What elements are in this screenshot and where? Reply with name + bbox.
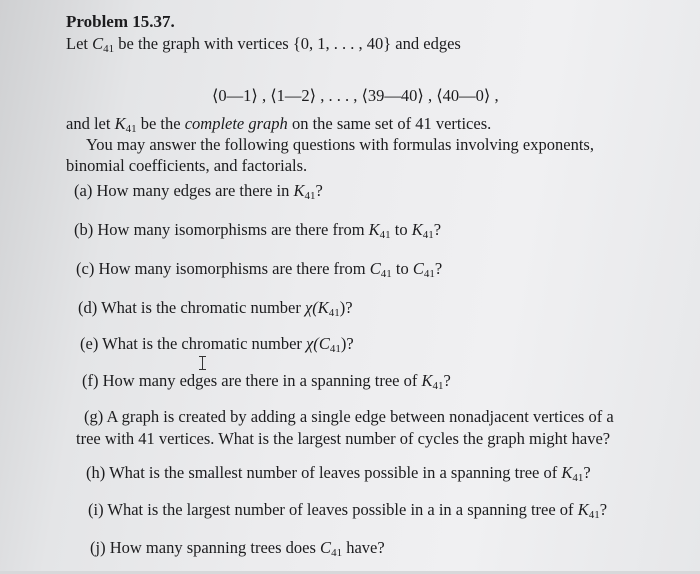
problem-title: Problem 15.37. — [66, 12, 175, 31]
question-e: (e) What is the chromatic number χ(C41)? — [80, 334, 354, 355]
text-cursor-icon — [198, 356, 206, 370]
question-g-line-2: tree with 41 vertices. What is the largest number of cycles the graph might have? — [76, 429, 611, 448]
question-c: (c) How many isomorphisms are there from C41 to C41? — [76, 259, 443, 280]
instructions-line-2: binomial coefficients, and factorials. — [66, 156, 308, 175]
question-g-line-1: (g) A graph is created by adding a single edge between nonadjacent vertices of a — [84, 407, 614, 426]
problem-intro: Let C41 be the graph with vertices {0, 1, . . . , 40} and edges — [66, 34, 461, 55]
instructions-line-1: You may answer the following questions with formulas involving exponents, — [86, 135, 594, 154]
question-i: (i) What is the largest number of leaves possible in a in a spanning tree of K41? — [88, 500, 608, 521]
question-b: (b) How many isomorphisms are there from K41 to K41? — [74, 220, 442, 241]
question-h: (h) What is the smallest number of leaves possible in a spanning tree of K41? — [86, 463, 591, 484]
complete-graph-sentence: and let K41 be the complete graph on the same set of 41 vertices. — [66, 114, 492, 135]
question-f: (f) How many edges are there in a spanning tree of K41? — [82, 371, 451, 392]
question-d: (d) What is the chromatic number χ(K41)? — [78, 298, 353, 319]
edge-list: ⟨0—1⟩ , ⟨1—2⟩ , . . . , ⟨39—40⟩ , ⟨40—0⟩ , — [212, 86, 499, 105]
question-a: (a) How many edges are there in K41? — [74, 181, 323, 202]
question-j: (j) How many spanning trees does C41 have? — [90, 538, 385, 559]
